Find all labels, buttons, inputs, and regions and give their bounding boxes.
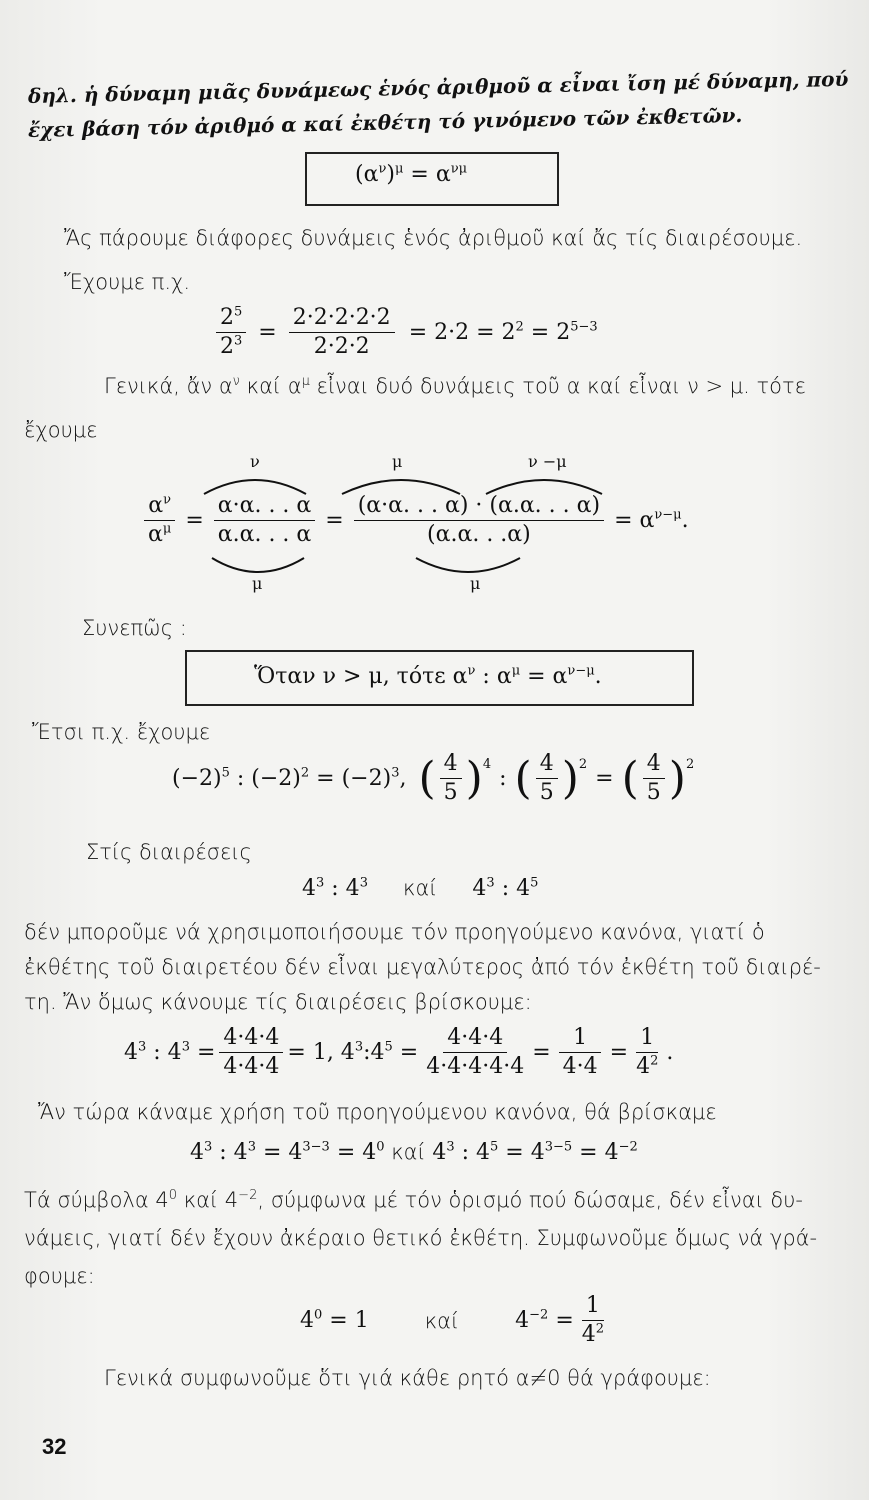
paragraph-symbols-1: Τά σύμβολα $4^0$ καί $4^{-2}$, σύμφωνα μέ τόν ὁρισμό πού δώσαμε, δέν εἶναι δυ- — [24, 1188, 803, 1212]
paragraph-example-intro: Ἔχουμε π.χ. — [64, 270, 191, 294]
paragraph-if-we-used-rule: Ἄν τώρα κάναμε χρήση τοῦ προηγούμενου κανόνα, θά βρίσκαμε — [38, 1100, 717, 1124]
paragraph-divide-powers: Ἄς πάρουμε διάφορες δυνάμεις ἑνός ἀριθμοῦ καί ἄς τίς διαιρέσουμε. — [64, 226, 803, 250]
paragraph-cannot-use-1: δέν μποροῦμε νά χρησιμοποιήσουμε τόν προηγούμενο κανόνα, γιατί ὁ — [24, 920, 765, 944]
equation-examples: $(-2)^5$ : $(-2)^2 = (-2)^3$, ( $\frac{4}{5}$ ) $^4$ : ( $\frac{4}{5}$ ) $^2$ = ( $\frac{4}{5}$ ) $^2$ — [172, 751, 695, 806]
brace-label-nu: ν — [250, 452, 260, 471]
paragraph-cannot-use-3: τη. Ἄν ὅμως κάνουμε τίς διαιρέσεις βρίσκουμε: — [24, 990, 532, 1014]
rule-power-of-power: $(\alpha^\nu)^\mu = \alpha^{\nu\mu}$ — [355, 161, 468, 187]
paragraph-symbols-3: φουμε: — [24, 1264, 95, 1288]
paragraph-we-have: ἔχουμε — [24, 418, 98, 442]
brace-label-nu-minus-mu: ν −μ — [528, 452, 567, 471]
equation-definitions: $4^0 = 1$ καί $4^{-2}$ = $\frac{1}{4^2}$ — [300, 1293, 605, 1348]
brace-label-mu-bottom-right: μ — [470, 574, 481, 593]
intro-line-2: ἔχει βάση τόν ἀριθμό α καί ἐκθέτη τό γινόμενο τῶν ἐκθετῶν. — [27, 103, 743, 142]
paragraph-general-case: Γενικά, ἄν $\alpha^\nu$ καί $\alpha^\mu$ εἶναι δυό δυνάμεις τοῦ α καί εἶναι ν > μ. τότε — [104, 374, 806, 398]
equation-direct-division: $4^3$ : $4^3$ = $\frac{4\cdot 4\cdot 4}{4\cdot 4\cdot 4}$ = 1, $4^3:4^5$ = $\frac{4\cdot 4\cdot 4}{4\cdot 4\cdot 4\cdot 4\cdot 4}$ = $\frac{1}{4\cdot 4}$ = $\frac{1}{4^2}$ . — [124, 1025, 674, 1080]
page-number: 32 — [42, 1434, 67, 1459]
underbrace-mu-right — [412, 556, 524, 580]
intro-line-1: δηλ. ἡ δύναμη μιᾶς δυνάμεως ἑνός ἀριθμοῦ α εἶναι ἴση μέ δύναμη, πού — [27, 66, 849, 108]
paragraph-symbols-2: νάμεις, γιατί δέν ἔχουν ἀκέραιο θετικό ἐκθέτη. Συμφωνοῦμε ὅμως νά γρά- — [24, 1226, 818, 1250]
paragraph-in-divisions: Στίς διαιρέσεις — [86, 840, 252, 864]
consequently-label: Συνεπῶς : — [82, 616, 187, 640]
paragraph-general-agreement: Γενικά συμφωνοῦμε ὅτι γιά κάθε ρητό α≠0 θά γράφουμε: — [104, 1366, 711, 1390]
paragraph-cannot-use-2: ἐκθέτης τοῦ διαιρετέου δέν εἶναι μεγαλύτερος ἀπό τόν ἐκθέτη τοῦ διαιρέ- — [24, 955, 821, 979]
brace-label-mu-bottom-left: μ — [252, 574, 263, 593]
brace-label-mu-top: μ — [392, 452, 403, 471]
equation-rule-applied: $4^3$ : $4^3 = 4^{3-3} = 4^0$ καί $4^3$ : $4^5 = 4^{3-5} = 4^{-2}$ — [190, 1139, 638, 1165]
equation-general-division: $\frac{\alpha^\nu}{\alpha^\mu}$ = $\frac{\alpha\cdot\alpha. . . \alpha}{\alpha.\alpha. . . \alpha}$ = $\frac{(\alpha\cdot\alpha. . . \alpha) \cdot (\alpha.\alpha. . . \alpha)}{(\alpha.\alpha. . .\alpha)}$ = $\alpha^{\nu-\mu}$. — [140, 494, 689, 547]
equation-divisions-pair: $4^3$ : $4^3$ καί $4^3$ : $4^5$ — [302, 875, 539, 901]
equation-powers-of-two: $\frac{2^5}{2^3}$ = $\frac{2\cdot 2\cdot 2\cdot 2\cdot 2}{2\cdot 2\cdot 2}$ = $2\cdot 2 = 2^2 = 2^{5-3}$ — [212, 306, 598, 359]
paragraph-for-example: Ἔτσι π.χ. ἔχουμε — [32, 720, 211, 744]
rule-quotient: Ὅταν ν > μ, τότε $\alpha^\nu$ : $\alpha^\mu = \alpha^{\nu-\mu}$. — [254, 663, 602, 689]
